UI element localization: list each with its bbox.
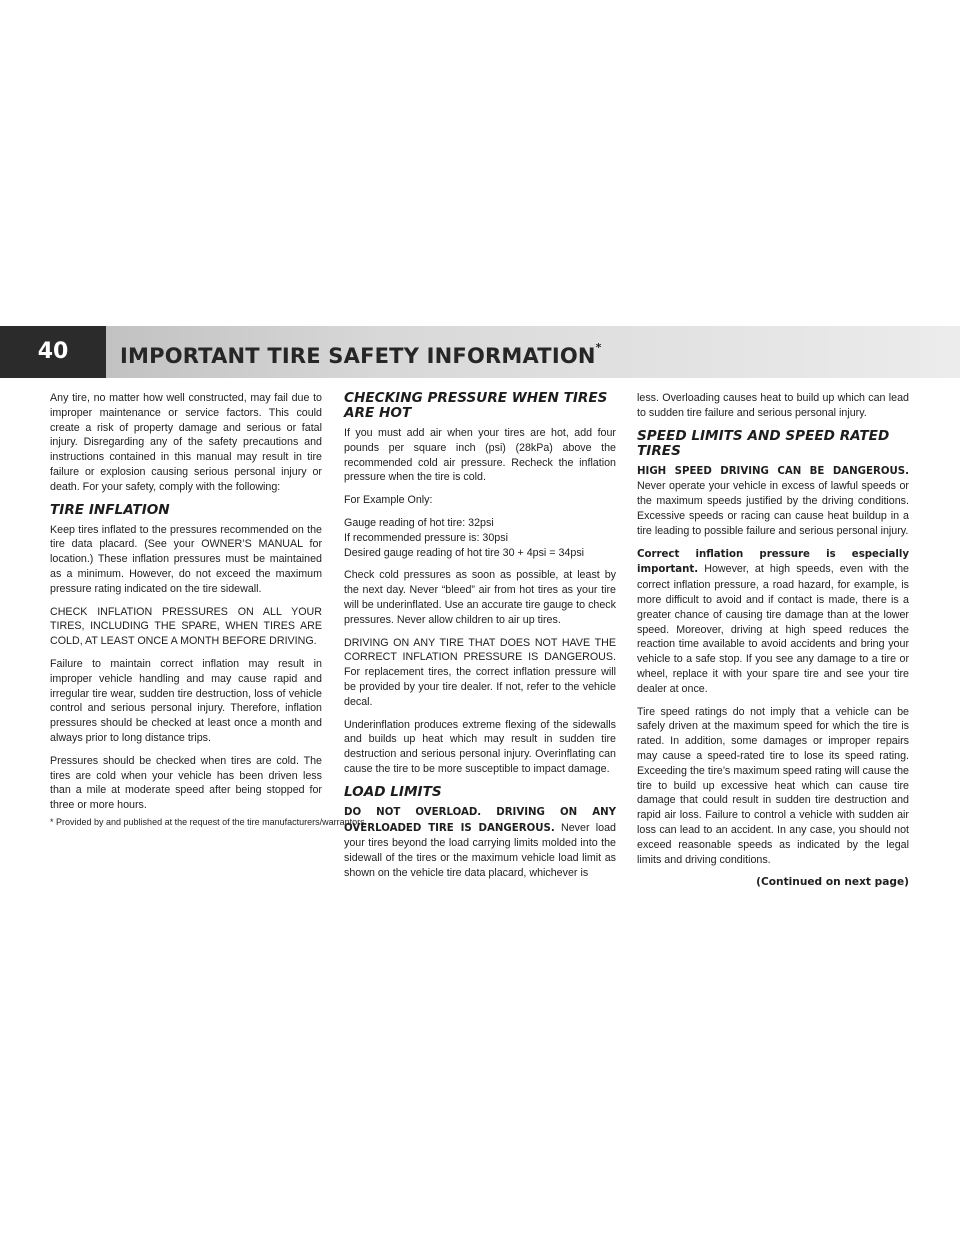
load-limits-lead: DO NOT OVERLOAD. DRIVING ON ANY OVERLOADED TIRE IS DANGEROUS.	[344, 806, 616, 834]
load-limits-heading: LOAD LIMITS	[344, 783, 442, 800]
page-number: 40	[0, 326, 106, 378]
hot-tires-paragraph-2: Check cold pressures as soon as possible, at least by the next day. Never “bleed” air from hot tires as your tire will be underinflated. Use an accurate tire gauge to check pressures. Never allow children to air up tires.	[344, 569, 616, 626]
column-right	[637, 391, 909, 890]
example-line-3: Desired gauge reading of hot tire 30 + 4psi = 34psi	[344, 546, 585, 559]
column-middle	[344, 391, 616, 889]
page-title	[120, 338, 602, 370]
hot-tires-heading: CHECKING PRESSURE WHEN TIRES ARE HOT	[344, 390, 608, 421]
intro-paragraph: Any tire, no matter how well constructed, may fail due to improper maintenance or service factors. This could create a risk of property damage and serious or fatal injury. Disregarding any of the safety precautions and instructions contained in this manual may result in tire failure or explosion causing serious personal injury or death. For your safety, comply with the following:	[50, 392, 322, 493]
hot-tires-paragraph-3: DRIVING ON ANY TIRE THAT DOES NOT HAVE THE CORRECT INFLATION PRESSURE IS DANGEROUS. For replacement tires, the correct inflation pressure will be provided by your tire dealer. If not, refer to the vehicle decal.	[344, 636, 616, 708]
inflation-paragraph-2: CHECK INFLATION PRESSURES ON ALL YOUR TIRES, INCLUDING THE SPARE, WHEN TIRES ARE COLD, AT LEAST ONCE A MONTH BEFORE DRIVING.	[50, 605, 322, 648]
speed-body: Never operate your vehicle in excess of lawful speeds or the maximum speeds justified by the driving conditions. Excessive speeds or racing can cause heat buildup in a tire leading to possible failure and serious personal injury.	[637, 480, 909, 537]
hot-tires-paragraph-4: Underinflation produces extreme flexing of the sidewalls and builds up heat which may result in sudden tire destruction and serious personal injury. Overinflating can cause the tire to be more susceptible to impact damage.	[344, 718, 616, 775]
tire-inflation-heading: TIRE INFLATION	[50, 501, 170, 518]
speed-paragraph-1	[637, 464, 909, 539]
load-limits-paragraph	[344, 805, 616, 881]
hot-tires-paragraph-1: If you must add air when your tires are hot, add four pounds per square inch (psi) (28kPa) above the recommended cold air pressure. Recheck the inflation pressure when the tire is cold.	[344, 427, 616, 484]
footnote: * Provided by and published at the request of the tire manufacturers/warrantors.	[50, 817, 368, 827]
column-left	[50, 391, 322, 821]
example-label: For Example Only:	[344, 494, 433, 507]
page-title-text: IMPORTANT TIRE SAFETY INFORMATION	[120, 344, 596, 368]
load-limits-body: Never load your tires beyond the load carrying limits molded into the sidewall of the tires or the maximum vehicle load limit as shown on the vehicle tire data placard, whichever is	[344, 821, 616, 879]
load-limits-continued: less. Overloading causes heat to build up which can lead to sudden tire failure and serious personal injury.	[637, 392, 909, 419]
title-footnote-mark: *	[595, 341, 602, 354]
example-line-1: Gauge reading of hot tire: 32psi	[344, 516, 494, 529]
example-line-2: If recommended pressure is: 30psi	[344, 531, 508, 544]
speed-lead: HIGH SPEED DRIVING CAN BE DANGEROUS.	[637, 465, 909, 477]
example-block	[344, 516, 616, 560]
speed-limits-heading: SPEED LIMITS AND SPEED RATED TIRES	[637, 427, 890, 459]
speed-ratings-paragraph: Tire speed ratings do not imply that a vehicle can be safely driven at the maximum speed for which the tire is rated. In addition, some damages or improper repairs may cause a speed-rated tire to lose its speed rating. Exceeding the tire’s maximum speed rating will cause the tire to build up excessive heat which can cause tire damage that could result in sudden tire destruction and rapid air loss. Failure to control a vehicle with sudden air loss can lead to an accident. In any case, you should not exceed reasonable speeds as indicated by the legal limits and driving conditions.	[637, 705, 909, 866]
inflation-body: However, at high speeds, even with the correct inflation pressure, a road hazard, for example, is more difficult to avoid and if contact is made, there is a greater chance of causing tire damage than at the lower speed. Moreover, driving at high speed reduces the reaction time available to avoid accidents and bring your vehicle to a safe stop. If you see any damage to a tire or wheel, replace it with your spare tire and see your tire dealer at once.	[637, 563, 909, 695]
inflation-paragraph-1: Keep tires inflated to the pressures recommended on the tire data placard. (See your OWNER’S MANUAL for location.) These inflation pressures must be maintained as a minimum. However, do not exceed the maximum pressure rating indicated on the tire sidewall.	[50, 523, 322, 595]
inflation-paragraph-4: Pressures should be checked when tires are cold. The tires are cold when your vehicle has been driven less than a mile at moderate speed after being stopped for three or more hours.	[50, 754, 322, 812]
page-header-bar	[0, 326, 960, 378]
speed-paragraph-2	[637, 547, 909, 697]
inflation-lead: Correct inflation pressure is especially important.	[637, 548, 909, 576]
continued-note: (Continued on next page)	[756, 876, 909, 889]
inflation-paragraph-3: Failure to maintain correct inflation may result in improper vehicle handling and may cause rapid and irregular tire wear, sudden tire destruction, loss of vehicle control and serious personal injury. Therefore, inflation pressures should be checked at least once a month and always prior to long distance trips.	[50, 657, 322, 744]
